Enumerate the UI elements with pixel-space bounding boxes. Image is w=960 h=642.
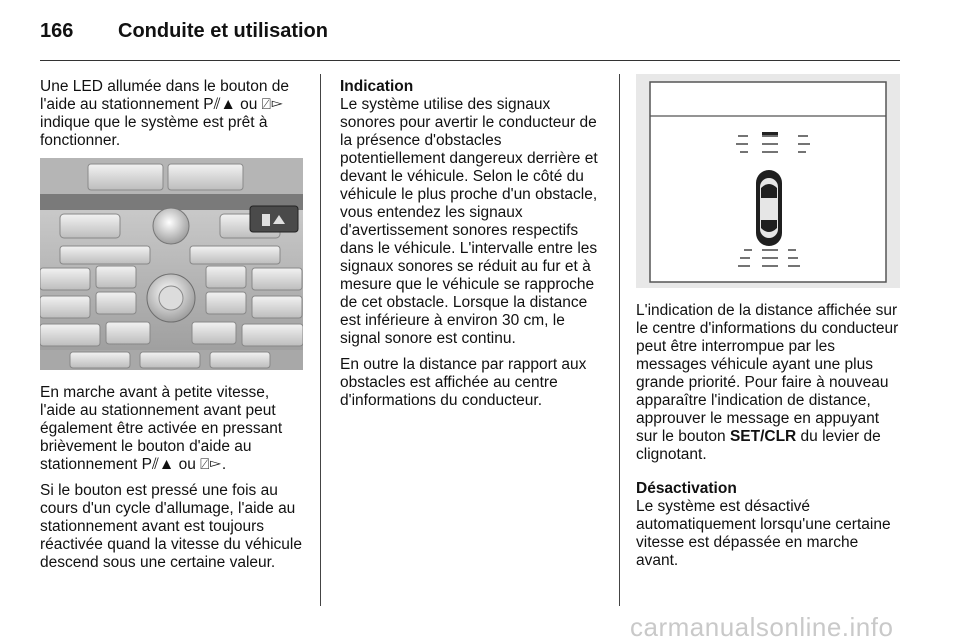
paragraph-display-interrupt <box>636 302 901 464</box>
paragraph-deactivation: Le système est désactivé automatiquement lorsqu'une certaine vitesse est dépassée en marche avant. <box>636 498 891 569</box>
column-divider-1 <box>320 74 321 606</box>
paragraph-distance-display: En outre la distance par rapport aux obstacles est affichée au centre d'informations du conducteur. <box>340 356 587 409</box>
paragraph-front-park-assist: En marche avant à petite vitesse, l'aide au stationnement avant peut également être activée en pressant brièvement le bouton d'aide au stationnement P⫽▲ ou ⍁▻. <box>40 384 283 473</box>
paragraph-display-interrupt-text: L'indication de la distance affichée sur le centre d'informations du conducteur peut être interrompue par les messages véhicule ayant une plus grande priorité. Pour faire à nouveau apparaître l'indication de distance, approuver le message en appuyant sur le bouton <box>636 302 899 445</box>
heading-indication: Indication <box>340 78 414 95</box>
parking-distance-display <box>636 74 900 288</box>
column-1-lower <box>40 384 305 580</box>
header-divider <box>40 60 900 61</box>
column-3 <box>636 302 901 578</box>
center-console-illustration <box>40 158 303 370</box>
watermark: carmanualsonline.info <box>630 612 894 642</box>
set-clr-button-label: SET/CLR <box>729 428 797 445</box>
column-1 <box>40 78 305 158</box>
paragraph-led-indicator: Une LED allumée dans le bouton de l'aide au stationnement P⫽▲ ou ⍁▻ indique que le système est prêt à fonctionner. <box>40 78 290 149</box>
page-title: Conduite et utilisation <box>118 20 328 42</box>
paragraph-acoustic-signals: Le système utilise des signaux sonores pour avertir le conducteur de la présence d'obstacles potentiellement dangereux derrière et devant le véhicule. Selon le côté du véhicule le plus proche d'un obstacle, vous entendez les signaux d'avertissement sonores respectifs dans le véhicule. L'intervalle entre les signaux sonores se réduit au fur et à mesure que le véhicule se rapproche de cet obstacle. Lorsque la distance est inférieure à environ 30 cm, le signal sonore est continu. <box>340 96 598 347</box>
paragraph-display-interrupt-tail: du levier de clignotant. <box>636 428 881 463</box>
dashboard-buttons-photo <box>40 158 303 370</box>
column-divider-2 <box>619 74 620 606</box>
column-2 <box>340 78 605 418</box>
paragraph-reactivation: Si le bouton est pressé une fois au cours d'un cycle d'allumage, l'aide au stationnement avant est toujours réactivée quand la vitesse du véhicule descend sous une certaine valeur. <box>40 482 302 571</box>
page-header <box>40 16 920 56</box>
distance-display-illustration <box>636 74 900 288</box>
heading-deactivation: Désactivation <box>636 480 737 497</box>
page-number: 166 <box>40 20 74 42</box>
